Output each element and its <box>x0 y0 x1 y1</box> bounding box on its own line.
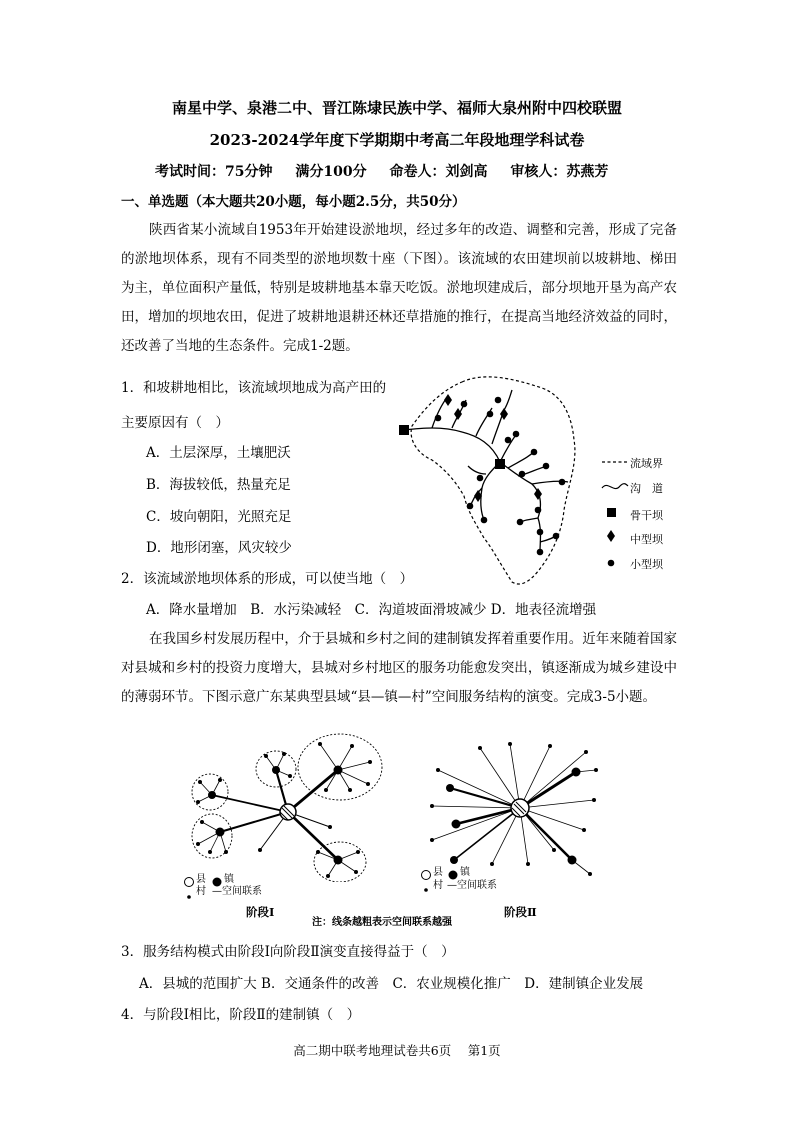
stage1-legend-link: —空间联系 <box>212 886 262 897</box>
exam-time: 考试时间：75分钟 <box>155 164 273 180</box>
q1-option-c[interactable]: C．坡向朝阳，光照充足 <box>146 509 292 525</box>
stage1-legend-county: 县 <box>196 874 206 885</box>
county-seat <box>511 799 529 817</box>
author: 命卷人：刘剑高 <box>389 164 488 180</box>
legend-small-dam-label: 小型坝 <box>630 558 663 571</box>
legend-backbone-dam-label: 骨干坝 <box>630 509 663 522</box>
q1-option-a[interactable]: A．土层深厚，土壤肥沃 <box>146 445 291 461</box>
legend-channel-label: 沟 道 <box>630 482 663 495</box>
q2-stem: 2．该流域淤地坝体系的形成，可以使当地（ ） <box>121 571 414 587</box>
reviewer: 审核人：苏燕芳 <box>510 164 609 180</box>
stage1-legend-link-text: 空间联系 <box>222 886 262 897</box>
backbone-dam-2 <box>495 459 505 469</box>
county-seat <box>280 804 296 820</box>
stage1-label: 阶段Ⅰ <box>246 905 275 919</box>
page-footer: 高二期中联考地理试卷共6页 第1页 <box>293 1043 501 1058</box>
watershed-boundary <box>411 377 575 584</box>
exam-meta <box>155 161 626 181</box>
passage-2 <box>121 625 677 712</box>
legend-medium-dam-label: 中型坝 <box>630 533 663 546</box>
section-heading: 一、单选题（本大题共20小题，每小题2.5分，共50分） <box>121 194 466 210</box>
q1-stem-line1: 1．和坡耕地相比，该流域坝地成为高产田的 <box>121 380 387 396</box>
watershed-map <box>392 370 592 592</box>
q2-options[interactable]: A．降水量增加 B．水污染减轻 C．沟道坡面滑坡减少 D．地表径流增强 <box>146 602 597 618</box>
q3-stem: 3．服务结构模式由阶段Ⅰ向阶段Ⅱ演变直接得益于（ ） <box>121 944 455 960</box>
stage2-label: 阶段Ⅱ <box>504 905 537 919</box>
passage-1 <box>121 216 677 361</box>
legend-boundary-label: 流域界 <box>630 457 663 470</box>
q1-option-d[interactable]: D．地形闭塞，风灾较少 <box>146 540 292 556</box>
stage2-legend-symbols <box>420 870 434 900</box>
exam-title-line1: 南星中学、泉港二中、晋江陈埭民族中学、福师大泉州附中四校联盟 <box>171 99 622 117</box>
passage-2-text: 在我国乡村发展历程中，介于县城和乡村之间的建制镇发挥着重要作用。近年来随着国家对县城和乡村的投资力度增大，县城对乡村地区的服务功能愈发突出，镇逐渐成为城乡建设中的薄弱环节。下图示意广东某典型县域“县—镇—村”空间服务结构的演变。完成3-5小题。 <box>121 631 677 705</box>
stage2-legend-link-text: 空间联系 <box>457 880 497 891</box>
channel-network <box>404 390 568 552</box>
stage1-legend-town: 镇 <box>224 874 234 885</box>
q3-options[interactable]: A．县城的范围扩大 B．交通条件的改善 C．农业规模化推广 D．建制镇企业发展 <box>139 976 644 992</box>
stage1-legend-village: 村 <box>196 886 206 897</box>
q1-option-b[interactable]: B．海拔较低，热量充足 <box>146 477 291 493</box>
stage2-network <box>420 740 600 880</box>
full-score: 满分100分 <box>295 164 367 180</box>
exam-title-line2: 2023-2024学年度下学期期中考高二年段地理学科试卷 <box>209 131 585 149</box>
stage2-legend-link: —空间联系 <box>447 880 497 891</box>
medium-dams <box>444 394 542 502</box>
passage-1-text: 陕西省某小流域自1953年开始建设淤地坝，经过多年的改造、调整和完善，形成了完备的淤地坝体系，现有不同类型的淤地坝数十座（下图）。该流域的农田建坝前以坡耕地、梯田为主，单位面积产量低，特别是坡耕地基本靠天吃饭。淤地坝建成后，部分坝地开垦为高产农田，增加的坝地农田，促进了坡耕地退耕还林还草措施的推行，在提高当地经济效益的同时，还改善了当地的生态条件。完成1-2题。 <box>121 222 677 354</box>
stage2-legend-town: 镇 <box>460 867 470 878</box>
stage1-network <box>180 732 390 882</box>
q4-stem: 4．与阶段Ⅰ相比，阶段Ⅱ的建制镇（ ） <box>121 1007 361 1023</box>
figure-note: 注：线条越粗表示空间联系越强 <box>312 917 452 928</box>
stage1-legend-symbols <box>183 877 197 907</box>
backbone-dam-1 <box>399 425 409 435</box>
stage2-legend-county: 县 <box>433 867 443 878</box>
q1-stem-line2: 主要原因有（ ） <box>121 415 229 431</box>
stage2-legend-village: 村 <box>433 880 443 891</box>
